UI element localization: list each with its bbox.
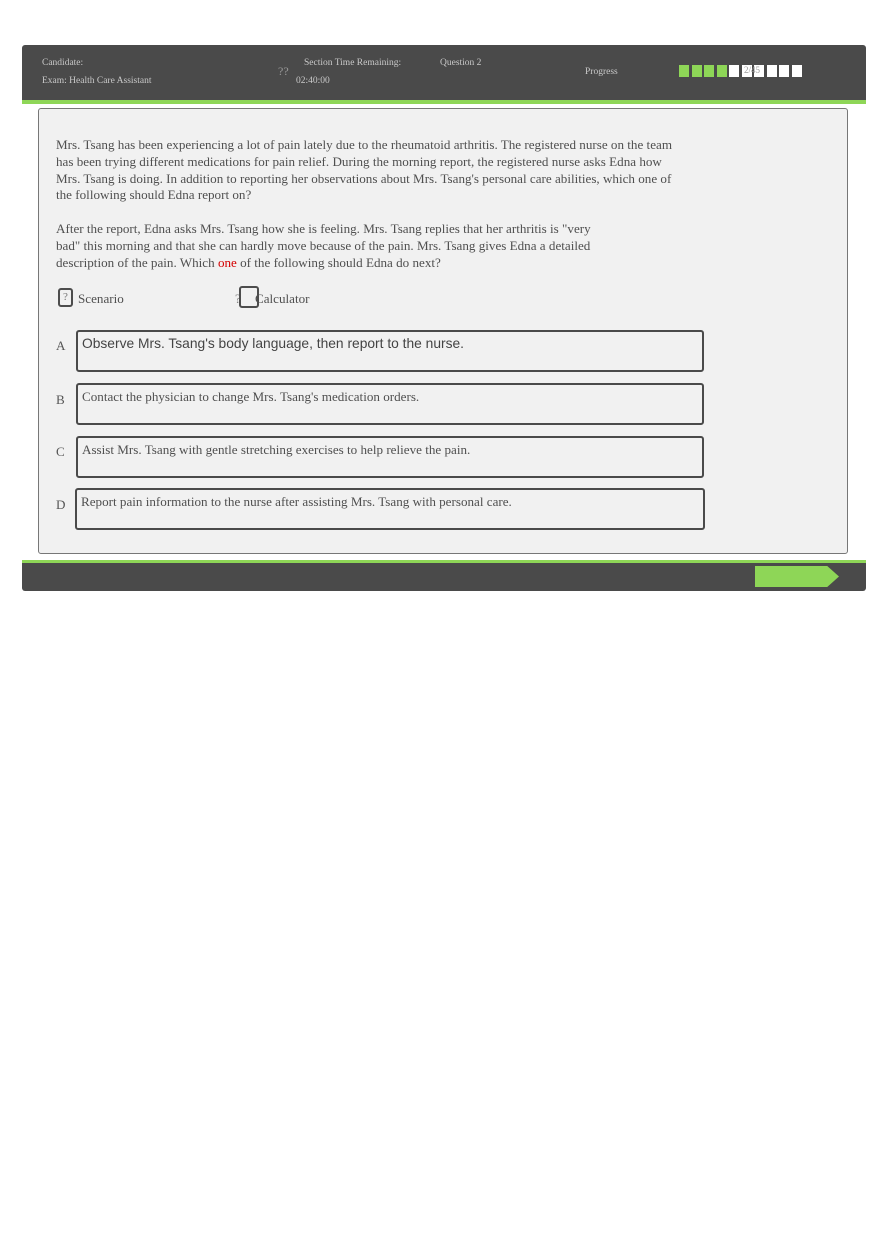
progress-step <box>779 65 789 77</box>
progress-step <box>767 65 777 77</box>
option-letter-c: C <box>56 444 65 459</box>
exam-header <box>22 45 866 100</box>
progress-step <box>717 65 727 77</box>
option-text-d: Report pain information to the nurse after assisting Mrs. Tsang with personal care. <box>81 494 512 509</box>
option-text-c: Assist Mrs. Tsang with gentle stretching exercises to help relieve the pain. <box>82 442 471 457</box>
answer-option-a[interactable] <box>76 330 704 372</box>
progress-step <box>704 65 714 77</box>
option-letter-d: D <box>56 497 66 512</box>
time-remaining-value: 02:40:00 <box>296 76 330 86</box>
answer-option-c[interactable] <box>76 436 704 478</box>
next-arrow-icon[interactable] <box>755 566 839 587</box>
scenario-button[interactable]: ? <box>58 288 73 307</box>
time-remaining-label: Section Time Remaining: <box>304 58 402 68</box>
question-text-part: After the report, Edna asks Mrs. Tsang how she is feeling. Mrs. Tsang replies that her arthritis is "very bad" this morning and that she can hardly move because of the pain. Mrs. Tsang gives Edna a detailed description of the pain. Which <box>56 221 591 270</box>
calculator-help-icon: ? <box>235 291 241 306</box>
candidate-label: Candidate: <box>42 58 84 68</box>
progress-step <box>792 65 802 77</box>
progress-label: Progress <box>585 67 618 77</box>
option-letter-a: A <box>56 338 66 353</box>
question-emphasis: one <box>217 254 237 270</box>
scenario-text: Mrs. Tsang has been experiencing a lot of pain lately due to the rheumatoid arthritis. The registered nurse on the team has been trying different medications for pain relief. During the morning report, the registered nurse asks Edna how Mrs. Tsang is doing. In addition to reporting her observations about Mrs. Tsang's personal care abilities, which one of the following should Edna report on? <box>56 137 673 203</box>
exam-name: Exam: Health Care Assistant <box>42 76 152 86</box>
scenario-label[interactable]: Scenario <box>78 291 124 306</box>
question-panel <box>38 108 848 554</box>
option-text-a: Observe Mrs. Tsang's body language, then report to the nurse. <box>82 336 465 351</box>
option-text-b: Contact the physician to change Mrs. Tsang's medication orders. <box>82 389 420 404</box>
progress-count: 2/45 <box>744 65 761 75</box>
question-text <box>56 221 616 271</box>
progress-step <box>692 65 702 77</box>
answer-option-b[interactable] <box>76 383 704 425</box>
option-letter-b: B <box>56 392 65 407</box>
help-icon[interactable]: ?? <box>278 64 289 78</box>
question-number: Question 2 <box>440 58 482 68</box>
exam-footer <box>22 563 866 591</box>
progress-indicator <box>679 65 804 77</box>
question-text-part: of the following should Edna do next? <box>236 254 441 270</box>
answer-option-d[interactable] <box>75 488 705 530</box>
calculator-label[interactable]: Calculator <box>255 291 310 306</box>
progress-step <box>679 65 689 77</box>
header-divider <box>22 100 866 104</box>
progress-step <box>729 65 739 77</box>
